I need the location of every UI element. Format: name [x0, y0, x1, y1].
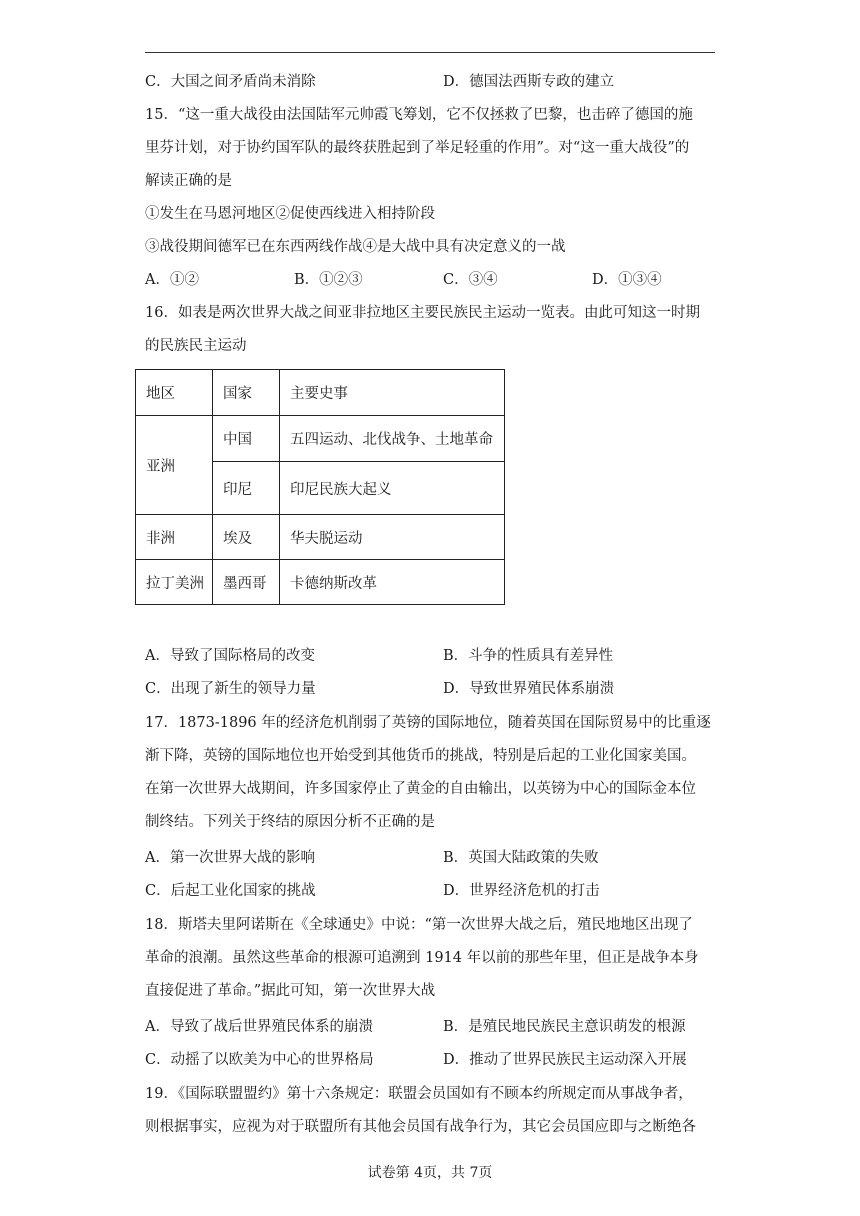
table-header-region: 地区: [136, 370, 213, 416]
q15-option-d: D．①③④: [592, 272, 662, 288]
q17-stem-line-3: 在第一次世界大战期间，许多国家停止了黄金的自由输出，以英镑为中心的国际金本位: [145, 781, 696, 797]
q19-stem-line-1: 19．《国际联盟盟约》第十六条规定：联盟会员国如有不顾本约所规定而从事战争者，: [145, 1086, 693, 1102]
table-cell-country: 埃及: [213, 515, 280, 560]
q18-option-d: D．推动了世界民族民主运动深入开展: [443, 1052, 687, 1068]
q16-option-d: D．导致世界殖民体系崩溃: [443, 681, 615, 697]
q18-stem-line-1: 18．斯塔夫里阿诺斯在《全球通史》中说：“第一次世界大战之后，殖民地地区出现了: [145, 917, 693, 933]
q18-option-a: A．导致了战后世界殖民体系的崩溃: [145, 1019, 373, 1035]
q17-option-a: A．第一次世界大战的影响: [145, 850, 315, 866]
movements-table: [135, 369, 505, 605]
q15-stem-line-1: 15．“这一重大战役由法国陆军元帅霞飞筹划，它不仅拯救了巴黎，也击碎了德国的施: [145, 107, 693, 123]
page-footer: 试卷第 4页，共 7页: [367, 1165, 493, 1181]
q15-stem-line-3: 解读正确的是: [145, 173, 232, 189]
q18-option-b: B．是殖民地民族民主意识萌发的根源: [443, 1019, 686, 1035]
table-header-events: 主要史事: [280, 370, 505, 416]
q17-option-d: D．世界经济危机的打击: [443, 883, 600, 899]
q15-stem-line-4: ①发生在马恩河地区②促使西线进入相持阶段: [145, 206, 435, 222]
table-cell-country: 印尼: [213, 462, 280, 515]
q17-stem-line-2: 渐下降，英镑的国际地位也开始受到其他货币的挑战，特别是后起的工业化国家美国。: [145, 748, 696, 764]
table-row: [136, 560, 505, 605]
q15-option-b: B．①②③: [294, 272, 363, 288]
table-cell-events: 印尼民族大起义: [280, 462, 505, 515]
q14-option-d: D．德国法西斯专政的建立: [443, 74, 615, 90]
table-cell-events: 华夫脱运动: [280, 515, 505, 560]
q18-option-c: C．动摇了以欧美为中心的世界格局: [145, 1052, 374, 1068]
q15-stem-line-2: 里芬计划，对于协约国军队的最终获胜起到了举足轻重的作用”。对“这一重大战役”的: [145, 140, 690, 156]
table-cell-region-africa: 非洲: [136, 515, 213, 560]
q18-stem-line-2: 革命的浪潮。虽然这些革命的根源可追溯到 1914 年以前的那些年里，但正是战争本身: [145, 950, 699, 966]
table-header-country: 国家: [213, 370, 280, 416]
q17-stem-line-1: 17．1873-1896 年的经济危机削弱了英镑的国际地位，随着英国在国际贸易中的比重逐: [145, 715, 711, 731]
table-cell-country: 中国: [213, 416, 280, 462]
table-header-row: [136, 370, 505, 416]
table-cell-events: 卡德纳斯改革: [280, 560, 505, 605]
q16-stem-line-1: 16．如表是两次世界大战之间亚非拉地区主要民族民主运动一览表。由此可知这一时期: [145, 305, 700, 321]
q15-option-a: A．①②: [145, 272, 199, 288]
q17-option-b: B．英国大陆政策的失败: [443, 850, 599, 866]
table-cell-country: 墨西哥: [213, 560, 280, 605]
q17-stem-line-4: 制终结。下列关于终结的原因分析不正确的是: [145, 814, 435, 830]
table-row: [136, 416, 505, 462]
q17-option-c: C．后起工业化国家的挑战: [145, 883, 316, 899]
q16-option-b: B．斗争的性质具有差异性: [443, 648, 614, 664]
table-cell-region-asia: 亚洲: [136, 416, 213, 515]
table-cell-events: 五四运动、北伐战争、土地革命: [280, 416, 505, 462]
q16-stem-line-2: 的民族民主运动: [145, 338, 247, 354]
q16-option-c: C．出现了新生的领导力量: [145, 681, 316, 697]
q18-stem-line-3: 直接促进了革命。”据此可知，第一次世界大战: [145, 983, 436, 999]
q14-option-c: C．大国之间矛盾尚未消除: [145, 74, 316, 90]
table-cell-region-latam: 拉丁美洲: [136, 560, 213, 605]
q15-option-c: C．③④: [443, 272, 498, 288]
q19-stem-line-2: 则根据事实，应视为对于联盟所有其他会员国有战争行为，其它会员国应即与之断绝各: [145, 1119, 696, 1135]
q16-option-a: A．导致了国际格局的改变: [145, 648, 315, 664]
q15-stem-line-5: ③战役期间德军已在东西两线作战④是大战中具有决定意义的一战: [145, 239, 566, 255]
table-row: [136, 515, 505, 560]
header-rule: [145, 52, 715, 53]
